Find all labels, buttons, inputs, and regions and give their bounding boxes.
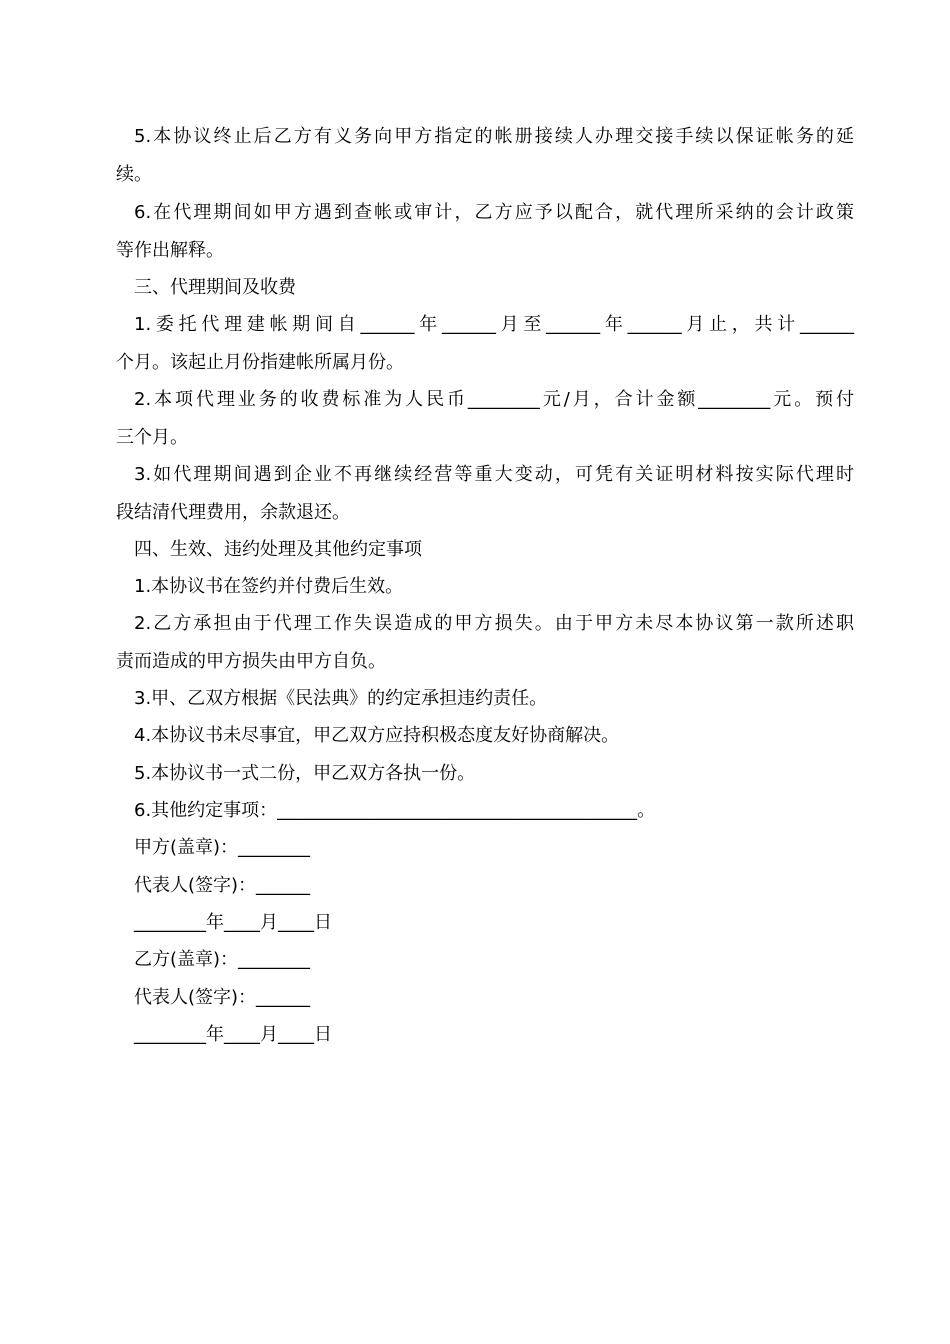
clause-3-1-line-2: 个月。该起止月份指建帐所属月份。 — [116, 352, 404, 373]
party-a-seal-line: 甲方(盖章)：________ — [134, 837, 311, 858]
party-a-representative-line: 代表人(签字)：______ — [134, 875, 311, 896]
clause-4-1: 1.本协议书在签约并付费后生效。 — [134, 576, 404, 597]
clause-3-2-line-2: 三个月。 — [116, 427, 188, 448]
clause-2-5-line-2: 续。 — [116, 164, 152, 185]
clause-2-6-line-2: 等作出解释。 — [116, 240, 224, 261]
clause-3-3-line-2: 段结清代理费用，余款退还。 — [116, 502, 350, 523]
party-b-seal-line: 乙方(盖章)：________ — [134, 949, 311, 970]
party-a-date-line: ________年____月____日 — [134, 912, 332, 933]
clause-2-5-line-1: 5.本协议终止后乙方有义务向甲方指定的帐册接续人办理交接手续以保证帐务的延 — [134, 126, 854, 147]
clause-4-2-line-2: 责而造成的甲方损失由甲方自负。 — [116, 651, 386, 672]
clause-4-5: 5.本协议书一式二份，甲乙双方各执一份。 — [134, 763, 476, 784]
clause-3-1-line-1: 1.委托代理建帐期间自______年______月至______年______月止，共计______ — [134, 314, 855, 335]
clause-3-2-line-1: 2.本项代理业务的收费标准为人民币________元/月，合计金额________元。预付 — [134, 389, 854, 410]
party-b-date-line: ________年____月____日 — [134, 1024, 332, 1045]
clause-2-6-line-1: 6.在代理期间如甲方遇到查帐或审计，乙方应予以配合，就代理所采纳的会计政策 — [134, 202, 854, 223]
section-4-heading: 四、生效、违约处理及其他约定事项 — [134, 539, 422, 560]
section-3-heading: 三、代理期间及收费 — [134, 277, 296, 298]
clause-4-3: 3.甲、乙双方根据《民法典》的约定承担违约责任。 — [134, 688, 548, 709]
clause-4-4: 4.本协议书未尽事宜，甲乙双方应持积极态度友好协商解决。 — [134, 725, 620, 746]
clause-4-6: 6.其他约定事项：________________________________________。 — [134, 800, 656, 821]
clause-4-2-line-1: 2.乙方承担由于代理工作失误造成的甲方损失。由于甲方未尽本协议第一款所述职 — [134, 613, 854, 634]
party-b-representative-line: 代表人(签字)：______ — [134, 987, 311, 1008]
clause-3-3-line-1: 3.如代理期间遇到企业不再继续经营等重大变动，可凭有关证明材料按实际代理时 — [134, 464, 854, 485]
